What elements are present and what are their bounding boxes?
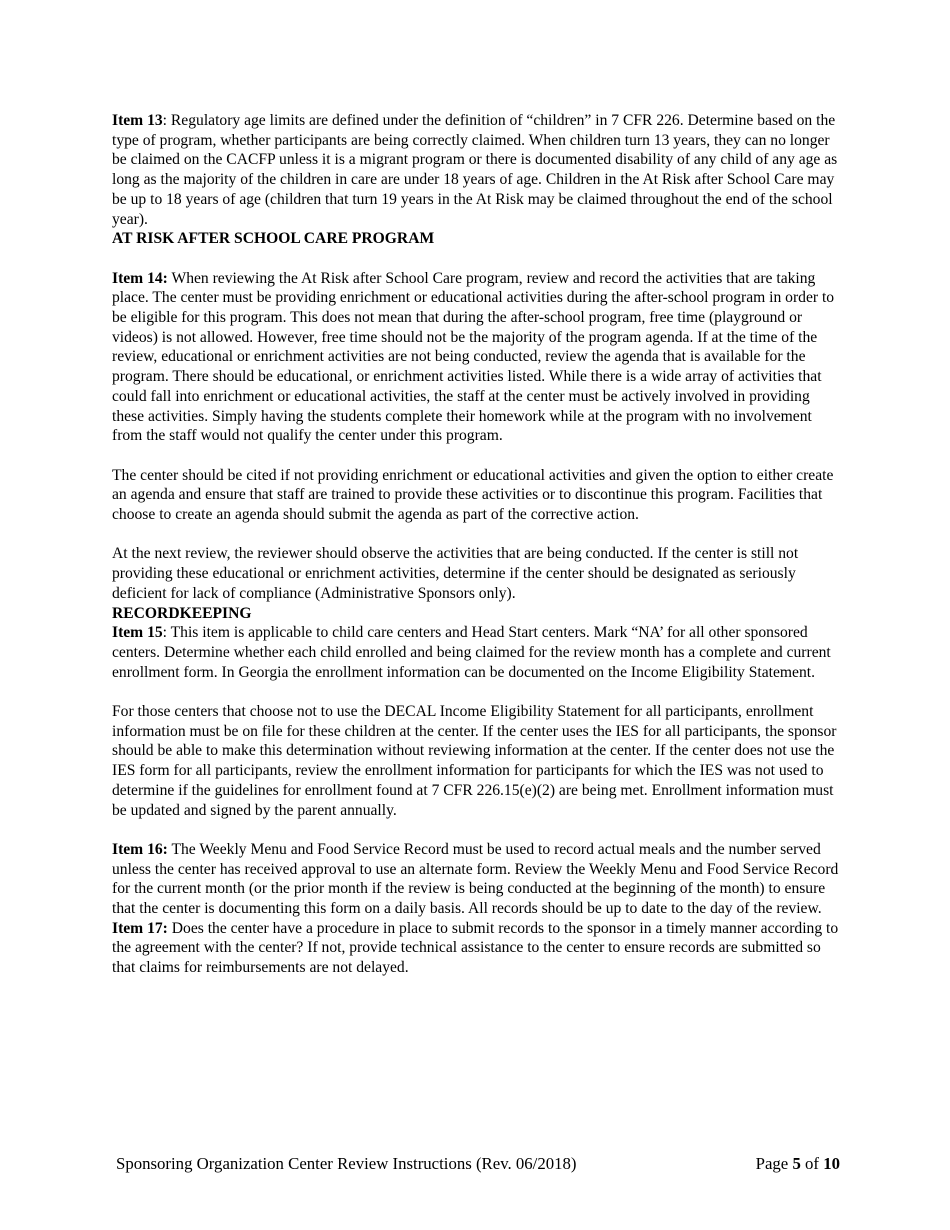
- heading-at-risk: AT RISK AFTER SCHOOL CARE PROGRAM: [112, 230, 435, 248]
- page-total: 10: [823, 1154, 840, 1173]
- item-17-paragraph: [112, 919, 842, 978]
- page-body: [112, 111, 842, 978]
- cited-paragraph: The center should be cited if not providing enrichment or educational activities and given the option to either create an agenda and ensure that staff are trained to provide these activities or to discontinue this program. Facilities that choose to create an agenda should submit the agenda as part of the corrective action.: [112, 466, 834, 524]
- of-word: of: [800, 1154, 824, 1173]
- item-13-paragraph: [112, 111, 842, 229]
- item-17-text: Does the center have a procedure in place to submit records to the sponsor in a timely manner according to the agreement with the center? If not, provide technical assistance to the center to ensure records are submitted so that claims for reimbursements are not delayed.: [112, 919, 839, 977]
- next-review-paragraph: At the next review, the reviewer should observe the activities that are being conducted. If the center is still not providing these educational or enrichment activities, determine if the center should be designated as seriously deficient for lack of compliance (Administrative Sponsors only).: [112, 545, 799, 602]
- heading-recordkeeping: RECORDKEEPING: [112, 604, 252, 622]
- item-16-label: Item 16:: [112, 840, 168, 858]
- item-14-label: Item 14:: [112, 269, 168, 287]
- item-14-text: When reviewing the At Risk after School Care program, review and record the activities that are taking place. The center must be providing enrichment or educational activities during the after-school program in order to be eligible for this program. This does not mean that during the after-school program, free time (playground or videos) is not allowed. However, free time should not be the majority of the program agenda. If at the time of the review, educational or enrichment activities are not being conducted, review the agenda that is available for the program. There should be educational, or enrichment activities listed. While there is a wide array of activities that could fall into enrichment or educational activities, the staff at the center must be actively involved in providing these activities. Simply having the students complete their homework while at the program with no involvement from the staff would not qualify the center under this program.: [112, 269, 835, 445]
- decal-paragraph: For those centers that choose not to use the DECAL Income Eligibility Statement for all participants, enrollment information must be on file for these children at the center. If the center uses the IES for all participants, the sponsor should be able to make this determination without reviewing information at the center. If the center does not use the IES form for all participants, review the enrollment information for participants for which the IES was not used to determine if the guidelines for enrollment found at 7 CFR 226.15(e)(2) are being met. Enrollment information must be updated and signed by the parent annually.: [112, 703, 837, 819]
- item-15-label: Item 15: [112, 624, 163, 642]
- item-14-paragraph: [112, 269, 842, 446]
- item-13-text: : Regulatory age limits are defined under the definition of “children” in 7 CFR 226. Determine based on the type of program, whether participants are being correctly claimed. When children turn 13 years, they can no longer be claimed on the CACFP unless it is a migrant program or there is documented disability of any child of any age as long as the majority of the children in care are under 18 years of age. Children in the At Risk after School Care may be up to 18 years of age (children that turn 19 years in the At Risk may be claimed throughout the end of the school year).: [112, 112, 838, 228]
- page-indicator: [756, 1154, 840, 1174]
- footer-title: Sponsoring Organization Center Review Instructions (Rev. 06/2018): [116, 1154, 577, 1173]
- item-15-text: : This item is applicable to child care centers and Head Start centers. Mark “NA’ for all other sponsored centers. Determine whether each child enrolled and being claimed for the review month has a complete and current enrollment form. In Georgia the enrollment information can be documented on the Income Eligibility Statement.: [112, 624, 831, 681]
- item-16-text: The Weekly Menu and Food Service Record must be used to record actual meals and the number served unless the center has received approval to use an alternate form. Review the Weekly Menu and Food Service Record for the current month (or the prior month if the review is being conducted at the beginning of the month) to ensure that the center is documenting this form on a daily basis. All records should be up to date to the day of the review.: [112, 840, 839, 918]
- page-word: Page: [755, 1154, 793, 1173]
- item-13-label: Item 13: [112, 112, 163, 129]
- item-16-paragraph: [112, 840, 842, 919]
- item-15-paragraph: [112, 623, 842, 682]
- page-number: 5: [792, 1154, 801, 1173]
- item-17-label: Item 17:: [112, 919, 168, 937]
